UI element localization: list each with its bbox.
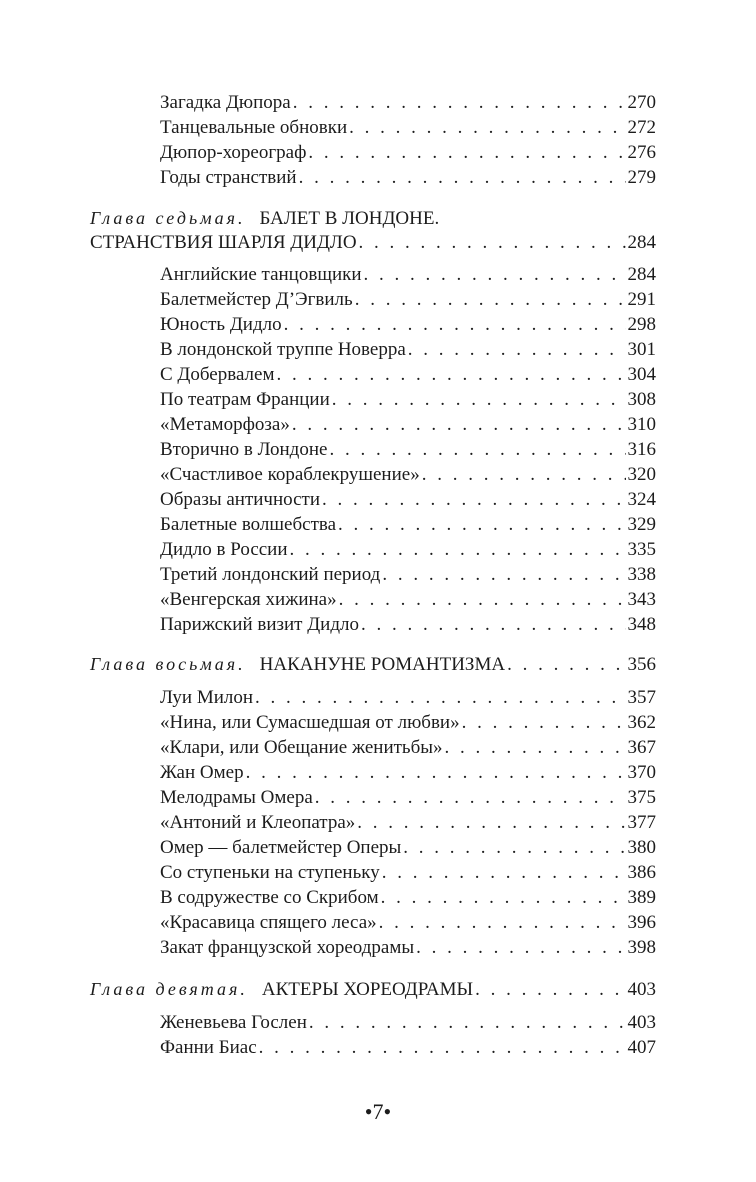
toc-entry: [160, 165, 656, 191]
toc-entry: [160, 1010, 656, 1036]
entry-page: 375: [627, 787, 656, 808]
leader-dots: [292, 412, 626, 438]
leader-dots: [408, 337, 626, 363]
toc-entry: [160, 860, 656, 886]
leader-dots: [359, 230, 626, 256]
toc-entry: [160, 287, 656, 313]
entry-title: Со ступеньки на ступеньку: [160, 862, 380, 883]
chapter-7-heading-line2: [90, 230, 656, 256]
chapter-9-page: 403: [627, 979, 656, 1000]
entry-title: Английские танцовщики: [160, 264, 362, 285]
toc-entry: [160, 362, 656, 388]
leader-dots: [364, 262, 626, 288]
leader-dots: [361, 612, 626, 638]
leader-dots: [381, 885, 626, 911]
toc-entry: [160, 612, 656, 638]
entry-page: 377: [627, 812, 656, 833]
chapter-7-title-line1: БАЛЕТ В ЛОНДОНЕ.: [259, 208, 440, 229]
entry-title: Омер — балетмейстер Оперы: [160, 837, 402, 858]
entry-title: Закат французской хореодрамы: [160, 937, 415, 958]
entry-page: 367: [627, 737, 656, 758]
entry-title: В лондонской труппе Новерра: [160, 339, 406, 360]
entry-title: Женевьева Гослен: [160, 1012, 307, 1033]
chapter-7-title-line2: СТРАНСТВИЯ ШАРЛЯ ДИДЛО: [90, 232, 357, 253]
entry-title: Образы античности: [160, 489, 321, 510]
toc-entry: [160, 587, 656, 613]
entry-page: 403: [627, 1012, 656, 1033]
chapter-8-title: НАКАНУНЕ РОМАНТИЗМА: [259, 654, 506, 675]
toc-entry: [160, 685, 656, 711]
entry-title: Луи Милон: [160, 687, 254, 708]
leader-dots: [277, 362, 626, 388]
leader-dots: [416, 935, 625, 961]
entry-page: 304: [627, 364, 656, 385]
entry-title: Балетные волшебства: [160, 514, 337, 535]
leader-dots: [445, 735, 626, 761]
entry-page: 407: [627, 1037, 656, 1058]
leader-dots: [329, 437, 625, 463]
entry-page: 291: [627, 289, 656, 310]
entry-title: «Антоний и Клеопатра»: [160, 812, 356, 833]
toc-entry: [160, 487, 656, 513]
toc-entry: [160, 412, 656, 438]
leader-dots: [349, 115, 625, 141]
leader-dots: [355, 287, 626, 313]
toc-entry: [160, 735, 656, 761]
chapter-7-heading-line1: [90, 205, 439, 232]
leader-dots: [462, 710, 626, 736]
toc-entry: [160, 935, 656, 961]
leader-dots: [284, 312, 626, 338]
leader-dots: [255, 685, 625, 711]
entry-page: 308: [627, 389, 656, 410]
entry-page: 386: [627, 862, 656, 883]
entry-page: 389: [627, 887, 656, 908]
entry-title: С Добервалем: [160, 364, 275, 385]
toc-entry: [160, 760, 656, 786]
chapter-7-page: 284: [627, 232, 656, 253]
entry-page: 316: [627, 439, 656, 460]
toc-entry: [160, 512, 656, 538]
leader-dots: [379, 910, 626, 936]
page-number: •7•: [364, 1099, 392, 1124]
entry-page: 301: [627, 339, 656, 360]
entry-page: 310: [627, 414, 656, 435]
leader-dots: [290, 537, 626, 563]
toc-entry: [160, 115, 656, 141]
entry-page: 324: [627, 489, 656, 510]
entry-page: 284: [627, 264, 656, 285]
toc-entry: [160, 537, 656, 563]
entry-title: В содружестве со Скрибом: [160, 887, 379, 908]
entry-page: 329: [627, 514, 656, 535]
entry-title: «Клари, или Обещание женитьбы»: [160, 737, 443, 758]
entry-page: 348: [627, 614, 656, 635]
leader-dots: [332, 387, 626, 413]
entry-title: Жан Омер: [160, 762, 244, 783]
entry-title: «Красавица спящего леса»: [160, 912, 377, 933]
chapter-9-title: АКТЕРЫ ХОРЕОДРАМЫ: [261, 979, 474, 1000]
leader-dots: [507, 652, 625, 678]
entry-page: 272: [627, 117, 656, 138]
entry-title: Вторично в Лондоне: [160, 439, 328, 460]
entry-title: «Счастливое кораблекрушение»: [160, 464, 420, 485]
entry-title: Парижский визит Дидло: [160, 614, 359, 635]
entry-page: 357: [627, 687, 656, 708]
toc-entry: [160, 1035, 656, 1061]
chapter-7-label: Глава седьмая.: [90, 208, 246, 228]
entry-title: Мелодрамы Омера: [160, 787, 313, 808]
leader-dots: [309, 1010, 626, 1036]
toc-entry: [160, 312, 656, 338]
entry-title: Дидло в России: [160, 539, 288, 560]
chapter-8-heading: [90, 652, 656, 678]
entry-title: Балетмейстер Д’Эгвиль: [160, 289, 353, 310]
chapter-9-heading: [90, 977, 656, 1003]
entry-page: 335: [627, 539, 656, 560]
leader-dots: [299, 165, 626, 191]
entry-page: 279: [627, 167, 656, 188]
toc-entry: [160, 810, 656, 836]
entry-page: 362: [627, 712, 656, 733]
entry-title: «Метаморфоза»: [160, 414, 290, 435]
entry-title: Юность Дидло: [160, 314, 282, 335]
leader-dots: [322, 487, 625, 513]
leader-dots: [338, 512, 625, 538]
entry-title: Фанни Биас: [160, 1037, 257, 1058]
chapter-8-page: 356: [627, 654, 656, 675]
entry-title: Загадка Дюпора: [160, 92, 291, 113]
toc-entry: [160, 562, 656, 588]
entry-title: Годы странствий: [160, 167, 297, 188]
chapter-8-label: Глава восьмая.: [90, 654, 246, 674]
toc-entry: [160, 462, 656, 488]
chapter-9-label: Глава девятая.: [90, 979, 248, 999]
leader-dots: [315, 785, 626, 811]
entry-page: 338: [627, 564, 656, 585]
toc-entry: [160, 910, 656, 936]
leader-dots: [308, 140, 625, 166]
entry-title: Танцевальные обновки: [160, 117, 348, 138]
entry-title: Третий лондонский период: [160, 564, 381, 585]
toc-entry: [160, 262, 656, 288]
leader-dots: [422, 462, 626, 488]
toc-entry: [160, 90, 656, 116]
toc-entry: [160, 387, 656, 413]
leader-dots: [293, 90, 626, 116]
leader-dots: [475, 977, 625, 1003]
entry-page: 276: [627, 142, 656, 163]
entry-page: 370: [627, 762, 656, 783]
toc-entry: [160, 885, 656, 911]
toc-entry: [160, 710, 656, 736]
entry-title: Дюпор-хореограф: [160, 142, 307, 163]
entry-page: 343: [627, 589, 656, 610]
entry-page: 398: [627, 937, 656, 958]
entry-page: 270: [627, 92, 656, 113]
leader-dots: [246, 760, 626, 786]
leader-dots: [382, 860, 626, 886]
leader-dots: [403, 835, 625, 861]
toc-entry: [160, 835, 656, 861]
entry-title: «Нина, или Сумасшедшая от любви»: [160, 712, 460, 733]
toc-entry: [160, 785, 656, 811]
toc-entry: [160, 437, 656, 463]
entry-page: 320: [627, 464, 656, 485]
leader-dots: [382, 562, 625, 588]
entry-page: 298: [627, 314, 656, 335]
leader-dots: [259, 1035, 626, 1061]
entry-title: По театрам Франции: [160, 389, 330, 410]
leader-dots: [357, 810, 625, 836]
entry-title: «Венгерская хижина»: [160, 589, 337, 610]
entry-page: 396: [627, 912, 656, 933]
toc-entry: [160, 337, 656, 363]
entry-page: 380: [627, 837, 656, 858]
leader-dots: [339, 587, 626, 613]
toc-entry: [160, 140, 656, 166]
